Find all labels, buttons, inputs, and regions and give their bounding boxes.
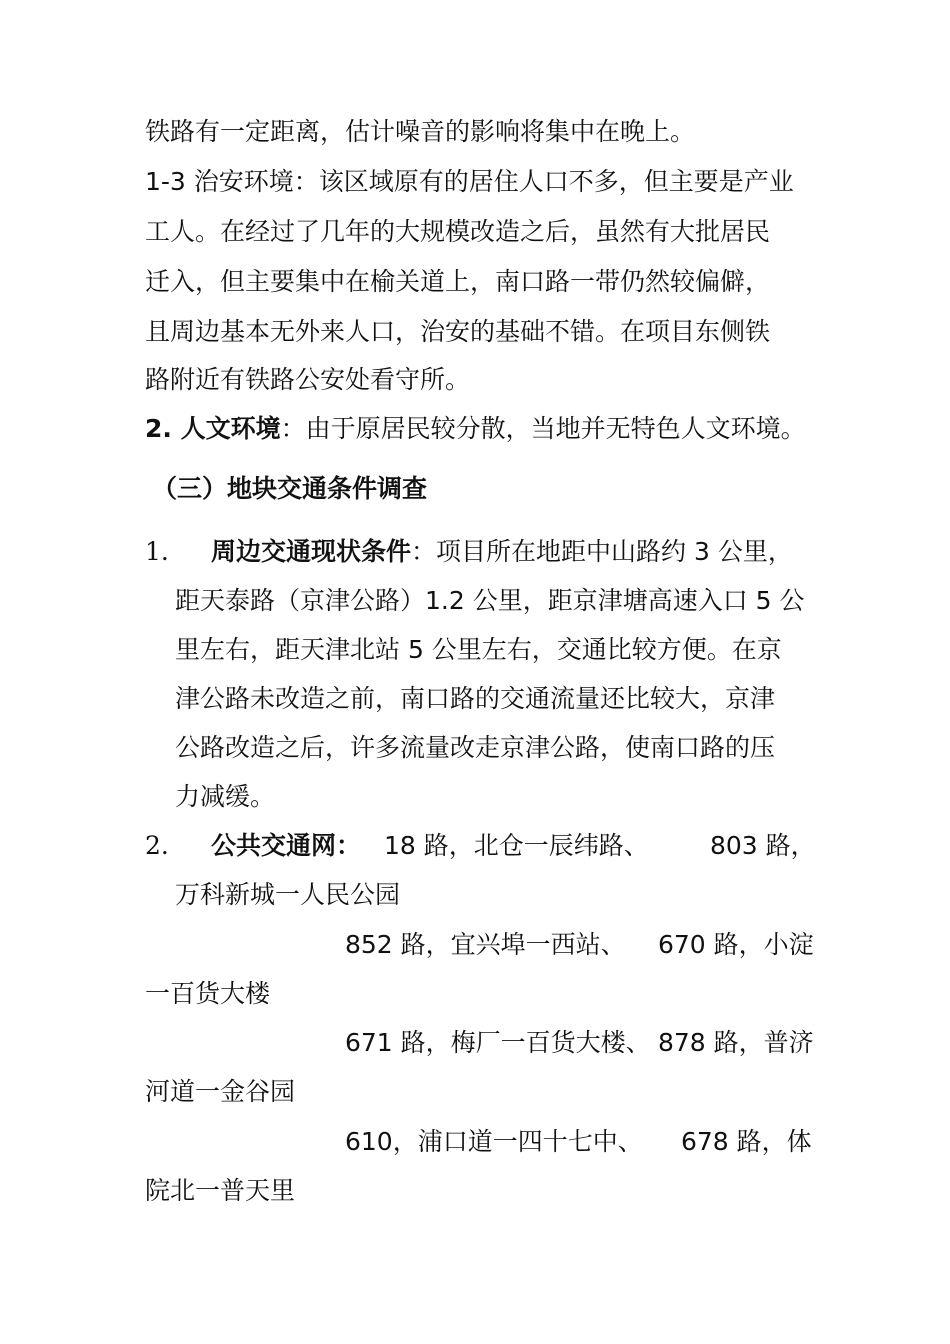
paragraph-line xyxy=(175,878,400,912)
text: 工人。在经过了几年的大规模改造之后，虽然有大批居民 xyxy=(145,217,771,246)
paragraph-line xyxy=(145,115,695,149)
section-heading xyxy=(152,472,427,506)
paragraph-line xyxy=(145,412,806,446)
text: 公路改造之后，许多流量改走京津公路，使南口路的压 xyxy=(175,733,776,762)
text: 院北一普天里 xyxy=(145,1176,296,1205)
bold-label: 周边交通现状条件 xyxy=(211,537,412,566)
paragraph-line xyxy=(145,1075,295,1109)
bus-route: 610，浦口道一四十七中、 xyxy=(345,1127,643,1156)
paragraph-line xyxy=(145,165,794,199)
bus-route: 670 路，小淀 xyxy=(658,930,814,959)
text: 力减缓。 xyxy=(175,782,276,811)
list-item-1 xyxy=(145,535,793,569)
paragraph-line xyxy=(145,977,270,1011)
bus-route: 803 路， xyxy=(710,831,816,860)
bus-route: 678 路，体 xyxy=(681,1127,812,1156)
heading-text: （三）地块交通条件调查 xyxy=(152,474,428,503)
text: 铁路有一定距离，估计噪音的影响将集中在晚上。 xyxy=(145,117,696,146)
text: ：项目所在地距中山路约 3 公里， xyxy=(411,537,793,566)
text: 河道一金谷园 xyxy=(145,1077,296,1106)
text: 万科新城一人民公园 xyxy=(175,880,401,909)
list-number: 2. xyxy=(145,831,169,860)
text: 1-3 治安环境：该区域原有的居住人口不多，但主要是产业 xyxy=(145,167,794,196)
paragraph-line xyxy=(145,1174,295,1208)
text: 津公路未改造之前，南口路的交通流量还比较大，京津 xyxy=(175,684,776,713)
paragraph-line xyxy=(145,265,770,299)
bold-label: 公共交通网： xyxy=(211,831,362,860)
paragraph-line xyxy=(145,315,770,349)
bus-route: 878 路，普济 xyxy=(658,1028,814,1057)
paragraph-line xyxy=(175,780,275,814)
text: 一百货大楼 xyxy=(145,979,271,1008)
paragraph-line xyxy=(145,363,470,397)
route-line xyxy=(345,928,814,962)
text: 里左右，距天津北站 5 公里左右，交通比较方便。在京 xyxy=(175,635,782,664)
text: 路附近有铁路公安处看守所。 xyxy=(145,365,471,394)
paragraph-line xyxy=(175,633,782,667)
paragraph-line xyxy=(175,584,805,618)
bold-label: 2. 人文环境 xyxy=(145,414,281,443)
route-line xyxy=(345,1125,812,1159)
paragraph-line xyxy=(145,215,770,249)
text: 迁入，但主要集中在榆关道上，南口路一带仍然较偏僻， xyxy=(145,267,771,296)
text: ：由于原居民较分散，当地并无特色人文环境。 xyxy=(280,414,806,443)
route-line xyxy=(345,1026,814,1060)
paragraph-line xyxy=(175,731,775,765)
bus-route: 852 路，宜兴埠一西站、 xyxy=(345,930,626,959)
bus-route: 671 路，梅厂一百货大楼、 xyxy=(345,1028,651,1057)
list-item-2 xyxy=(145,829,816,863)
text: 且周边基本无外来人口，治安的基础不错。在项目东侧铁 xyxy=(145,317,771,346)
list-number: 1. xyxy=(145,537,169,566)
paragraph-line xyxy=(175,682,775,716)
bus-route: 18 路，北仓一辰纬路、 xyxy=(384,831,649,860)
text: 距天泰路（京津公路）1.2 公里，距京津塘高速入口 5 公 xyxy=(175,586,805,615)
